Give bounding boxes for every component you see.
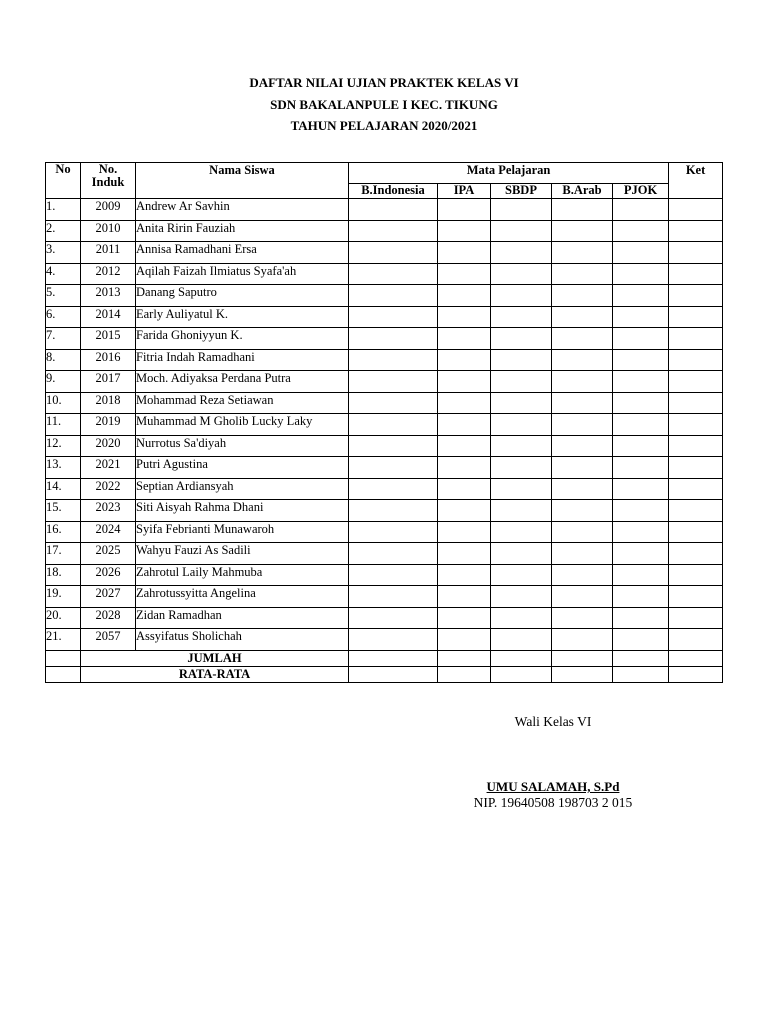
ket-cell[interactable] xyxy=(669,349,723,371)
row-induk: 2024 xyxy=(81,521,136,543)
table-row xyxy=(46,586,723,608)
ket-cell[interactable] xyxy=(669,306,723,328)
grade-cell[interactable] xyxy=(491,521,552,543)
row-induk: 2057 xyxy=(81,629,136,651)
grade-cell[interactable] xyxy=(438,414,491,436)
grade-cell[interactable] xyxy=(552,435,613,457)
row-number: 5. xyxy=(46,285,81,307)
row-induk: 2011 xyxy=(81,242,136,264)
row-student-name: Syifa Febrianti Munawaroh xyxy=(136,521,349,543)
grade-cell[interactable] xyxy=(349,220,438,242)
table-row xyxy=(46,564,723,586)
row-student-name: Moch. Adiyaksa Perdana Putra xyxy=(136,371,349,393)
row-student-name: Siti Aisyah Rahma Dhani xyxy=(136,500,349,522)
grade-cell[interactable] xyxy=(613,199,669,221)
total-no-cell xyxy=(46,650,81,666)
grade-cell[interactable] xyxy=(349,586,438,608)
ket-cell[interactable] xyxy=(669,242,723,264)
grade-cell[interactable] xyxy=(613,564,669,586)
grade-cell[interactable] xyxy=(349,242,438,264)
signature-name: UMU SALAMAH, S.Pd xyxy=(486,779,620,794)
grade-cell[interactable] xyxy=(349,263,438,285)
grade-cell[interactable] xyxy=(438,500,491,522)
grade-cell[interactable] xyxy=(491,586,552,608)
grade-cell[interactable] xyxy=(491,564,552,586)
grade-cell[interactable] xyxy=(349,306,438,328)
grade-cell[interactable] xyxy=(491,457,552,479)
table-row xyxy=(46,306,723,328)
grade-cell[interactable] xyxy=(491,478,552,500)
grade-cell[interactable] xyxy=(349,414,438,436)
row-number: 18. xyxy=(46,564,81,586)
row-number: 14. xyxy=(46,478,81,500)
row-student-name: Mohammad Reza Setiawan xyxy=(136,392,349,414)
grade-cell[interactable] xyxy=(438,263,491,285)
grade-cell[interactable] xyxy=(491,306,552,328)
grade-cell[interactable] xyxy=(552,586,613,608)
row-student-name: Putri Agustina xyxy=(136,457,349,479)
row-number: 3. xyxy=(46,242,81,264)
signature-nip: NIP. 19640508 198703 2 015 xyxy=(473,795,633,810)
grade-cell[interactable] xyxy=(349,349,438,371)
average-no-cell xyxy=(46,666,81,682)
grade-cell[interactable] xyxy=(438,564,491,586)
table-row xyxy=(46,392,723,414)
table-row xyxy=(46,607,723,629)
row-student-name: Assyifatus Sholichah xyxy=(136,629,349,651)
signature-role: Wali Kelas VI xyxy=(514,714,592,729)
grade-cell[interactable] xyxy=(491,392,552,414)
table-row xyxy=(46,629,723,651)
grade-cell[interactable] xyxy=(491,629,552,651)
grade-cell[interactable] xyxy=(613,349,669,371)
table-row xyxy=(46,521,723,543)
grade-cell[interactable] xyxy=(491,543,552,565)
average-label: RATA-RATA xyxy=(81,666,349,682)
grade-cell[interactable] xyxy=(552,220,613,242)
row-number: 8. xyxy=(46,349,81,371)
table-row xyxy=(46,414,723,436)
grade-cell[interactable] xyxy=(349,564,438,586)
row-number: 9. xyxy=(46,371,81,393)
ket-cell[interactable] xyxy=(669,500,723,522)
row-number: 10. xyxy=(46,392,81,414)
grade-cell[interactable] xyxy=(613,607,669,629)
table-row xyxy=(46,500,723,522)
row-number: 20. xyxy=(46,607,81,629)
grade-cell[interactable] xyxy=(349,521,438,543)
ket-cell[interactable] xyxy=(669,586,723,608)
grade-cell[interactable] xyxy=(613,242,669,264)
ket-cell[interactable] xyxy=(669,220,723,242)
grade-cell[interactable] xyxy=(349,285,438,307)
grade-cell[interactable] xyxy=(438,199,491,221)
ket-cell[interactable] xyxy=(669,285,723,307)
title-line-1: DAFTAR NILAI UJIAN PRAKTEK KELAS VI xyxy=(249,75,519,90)
grade-cell[interactable] xyxy=(438,521,491,543)
grade-cell[interactable] xyxy=(349,500,438,522)
table-row xyxy=(46,242,723,264)
row-induk: 2028 xyxy=(81,607,136,629)
grade-cell[interactable] xyxy=(613,521,669,543)
grade-cell[interactable] xyxy=(349,543,438,565)
row-induk: 2018 xyxy=(81,392,136,414)
row-induk: 2021 xyxy=(81,457,136,479)
row-student-name: Andrew Ar Savhin xyxy=(136,199,349,221)
grade-cell[interactable] xyxy=(349,371,438,393)
table-row xyxy=(46,435,723,457)
grade-cell[interactable] xyxy=(552,328,613,350)
average-cell[interactable] xyxy=(613,666,669,682)
grade-cell[interactable] xyxy=(552,478,613,500)
row-induk: 2027 xyxy=(81,586,136,608)
grade-cell[interactable] xyxy=(613,285,669,307)
ket-cell[interactable] xyxy=(669,435,723,457)
row-induk: 2023 xyxy=(81,500,136,522)
ket-cell[interactable] xyxy=(669,199,723,221)
table-row xyxy=(46,543,723,565)
table-row xyxy=(46,199,723,221)
grade-cell[interactable] xyxy=(491,349,552,371)
table-row xyxy=(46,478,723,500)
grade-cell[interactable] xyxy=(552,457,613,479)
row-induk: 2022 xyxy=(81,478,136,500)
grade-cell[interactable] xyxy=(613,392,669,414)
grade-cell[interactable] xyxy=(552,263,613,285)
grade-cell[interactable] xyxy=(438,371,491,393)
header-name: Nama Siswa xyxy=(136,163,349,199)
grade-cell[interactable] xyxy=(438,607,491,629)
grade-cell[interactable] xyxy=(613,543,669,565)
total-cell[interactable] xyxy=(552,650,613,666)
row-student-name: Danang Saputro xyxy=(136,285,349,307)
grade-cell[interactable] xyxy=(349,629,438,651)
grade-cell[interactable] xyxy=(552,629,613,651)
row-student-name: Anita Ririn Fauziah xyxy=(136,220,349,242)
grade-cell[interactable] xyxy=(552,242,613,264)
row-induk: 2015 xyxy=(81,328,136,350)
header-no: No xyxy=(46,163,81,199)
row-number: 11. xyxy=(46,414,81,436)
grade-cell[interactable] xyxy=(491,263,552,285)
grade-cell[interactable] xyxy=(438,349,491,371)
grade-cell[interactable] xyxy=(438,478,491,500)
row-induk: 2025 xyxy=(81,543,136,565)
grade-cell[interactable] xyxy=(438,285,491,307)
row-student-name: Zidan Ramadhan xyxy=(136,607,349,629)
average-cell[interactable] xyxy=(669,666,723,682)
grade-cell[interactable] xyxy=(613,414,669,436)
grade-cell[interactable] xyxy=(613,371,669,393)
grade-cell[interactable] xyxy=(438,543,491,565)
grade-cell[interactable] xyxy=(438,328,491,350)
grade-cell[interactable] xyxy=(613,457,669,479)
grade-cell[interactable] xyxy=(438,306,491,328)
row-number: 2. xyxy=(46,220,81,242)
grade-cell[interactable] xyxy=(552,371,613,393)
header-subject: SBDP xyxy=(491,184,552,199)
row-student-name: Fitria Indah Ramadhani xyxy=(136,349,349,371)
row-induk: 2026 xyxy=(81,564,136,586)
grade-cell[interactable] xyxy=(613,629,669,651)
header-subject: PJOK xyxy=(613,184,669,199)
row-induk: 2019 xyxy=(81,414,136,436)
grade-cell[interactable] xyxy=(438,220,491,242)
table-row xyxy=(46,371,723,393)
header-subject: IPA xyxy=(438,184,491,199)
ket-cell[interactable] xyxy=(669,607,723,629)
grade-cell[interactable] xyxy=(552,521,613,543)
average-cell[interactable] xyxy=(491,666,552,682)
row-student-name: Muhammad M Gholib Lucky Laky xyxy=(136,414,349,436)
ket-cell[interactable] xyxy=(669,328,723,350)
row-number: 13. xyxy=(46,457,81,479)
row-student-name: Septian Ardiansyah xyxy=(136,478,349,500)
grade-cell[interactable] xyxy=(613,306,669,328)
ket-cell[interactable] xyxy=(669,629,723,651)
total-label: JUMLAH xyxy=(81,650,349,666)
title-line-2: SDN BAKALANPULE I KEC. TIKUNG xyxy=(270,96,498,112)
grade-cell[interactable] xyxy=(349,392,438,414)
row-induk: 2016 xyxy=(81,349,136,371)
ket-cell[interactable] xyxy=(669,564,723,586)
grade-cell[interactable] xyxy=(552,500,613,522)
header-subject: B.Indonesia xyxy=(349,184,438,199)
grade-cell[interactable] xyxy=(491,371,552,393)
grade-cell[interactable] xyxy=(613,220,669,242)
row-student-name: Zahrotul Laily Mahmuba xyxy=(136,564,349,586)
row-student-name: Zahrotussyitta Angelina xyxy=(136,586,349,608)
row-induk: 2010 xyxy=(81,220,136,242)
grade-cell[interactable] xyxy=(613,500,669,522)
document-title xyxy=(0,72,768,137)
row-number: 17. xyxy=(46,543,81,565)
row-induk: 2012 xyxy=(81,263,136,285)
grade-cell[interactable] xyxy=(613,328,669,350)
grade-cell[interactable] xyxy=(438,242,491,264)
grade-cell[interactable] xyxy=(613,478,669,500)
grade-cell[interactable] xyxy=(349,457,438,479)
table-row xyxy=(46,457,723,479)
grade-cell[interactable] xyxy=(438,392,491,414)
row-induk: 2020 xyxy=(81,435,136,457)
grade-cell[interactable] xyxy=(552,564,613,586)
row-induk: 2014 xyxy=(81,306,136,328)
grade-cell[interactable] xyxy=(552,349,613,371)
ket-cell[interactable] xyxy=(669,521,723,543)
total-cell[interactable] xyxy=(349,650,438,666)
header-ket: Ket xyxy=(669,163,723,199)
header-subject: B.Arab xyxy=(552,184,613,199)
ket-cell[interactable] xyxy=(669,457,723,479)
row-number: 15. xyxy=(46,500,81,522)
grade-cell[interactable] xyxy=(491,607,552,629)
grade-cell[interactable] xyxy=(438,435,491,457)
grade-cell[interactable] xyxy=(491,414,552,436)
average-cell[interactable] xyxy=(552,666,613,682)
grade-cell[interactable] xyxy=(349,478,438,500)
ket-cell[interactable] xyxy=(669,543,723,565)
row-number: 16. xyxy=(46,521,81,543)
row-student-name: Aqilah Faizah Ilmiatus Syafa'ah xyxy=(136,263,349,285)
grade-cell[interactable] xyxy=(349,328,438,350)
row-student-name: Annisa Ramadhani Ersa xyxy=(136,242,349,264)
grade-cell[interactable] xyxy=(491,328,552,350)
row-number: 1. xyxy=(46,199,81,221)
total-cell[interactable] xyxy=(613,650,669,666)
row-student-name: Early Auliyatul K. xyxy=(136,306,349,328)
grade-cell[interactable] xyxy=(438,586,491,608)
grade-cell[interactable] xyxy=(552,285,613,307)
ket-cell[interactable] xyxy=(669,392,723,414)
grade-cell[interactable] xyxy=(491,435,552,457)
table-row xyxy=(46,285,723,307)
table-row xyxy=(46,349,723,371)
grade-cell[interactable] xyxy=(552,392,613,414)
ket-cell[interactable] xyxy=(669,478,723,500)
grade-cell[interactable] xyxy=(491,220,552,242)
grade-cell[interactable] xyxy=(552,414,613,436)
average-cell[interactable] xyxy=(349,666,438,682)
total-cell[interactable] xyxy=(438,650,491,666)
row-student-name: Farida Ghoniyyun K. xyxy=(136,328,349,350)
row-number: 21. xyxy=(46,629,81,651)
row-number: 7. xyxy=(46,328,81,350)
header-subjects: Mata Pelajaran xyxy=(349,163,669,184)
grade-cell[interactable] xyxy=(552,199,613,221)
total-cell[interactable] xyxy=(491,650,552,666)
table-row xyxy=(46,220,723,242)
grade-cell[interactable] xyxy=(349,199,438,221)
row-student-name: Nurrotus Sa'diyah xyxy=(136,435,349,457)
grade-cell[interactable] xyxy=(349,607,438,629)
grade-cell[interactable] xyxy=(438,457,491,479)
total-cell[interactable] xyxy=(669,650,723,666)
grade-cell[interactable] xyxy=(552,306,613,328)
grade-cell[interactable] xyxy=(552,607,613,629)
grade-cell[interactable] xyxy=(491,500,552,522)
grade-cell[interactable] xyxy=(613,586,669,608)
table-row xyxy=(46,328,723,350)
row-induk: 2013 xyxy=(81,285,136,307)
grade-cell[interactable] xyxy=(349,435,438,457)
grade-cell[interactable] xyxy=(491,242,552,264)
ket-cell[interactable] xyxy=(669,263,723,285)
header-induk-label: No. Induk xyxy=(91,162,125,189)
grade-cell[interactable] xyxy=(613,263,669,285)
title-line-3: TAHUN PELAJARAN 2020/2021 xyxy=(290,118,478,133)
grade-cell[interactable] xyxy=(613,435,669,457)
grade-cell[interactable] xyxy=(438,629,491,651)
row-number: 6. xyxy=(46,306,81,328)
row-number: 4. xyxy=(46,263,81,285)
average-cell[interactable] xyxy=(438,666,491,682)
row-student-name: Wahyu Fauzi As Sadili xyxy=(136,543,349,565)
row-induk: 2017 xyxy=(81,371,136,393)
grades-table xyxy=(45,162,723,683)
header-induk xyxy=(81,163,136,199)
grade-cell[interactable] xyxy=(552,543,613,565)
table-row xyxy=(46,263,723,285)
ket-cell[interactable] xyxy=(669,371,723,393)
row-number: 19. xyxy=(46,586,81,608)
ket-cell[interactable] xyxy=(669,414,723,436)
grade-cell[interactable] xyxy=(491,285,552,307)
row-number: 12. xyxy=(46,435,81,457)
grade-cell[interactable] xyxy=(491,199,552,221)
row-induk: 2009 xyxy=(81,199,136,221)
